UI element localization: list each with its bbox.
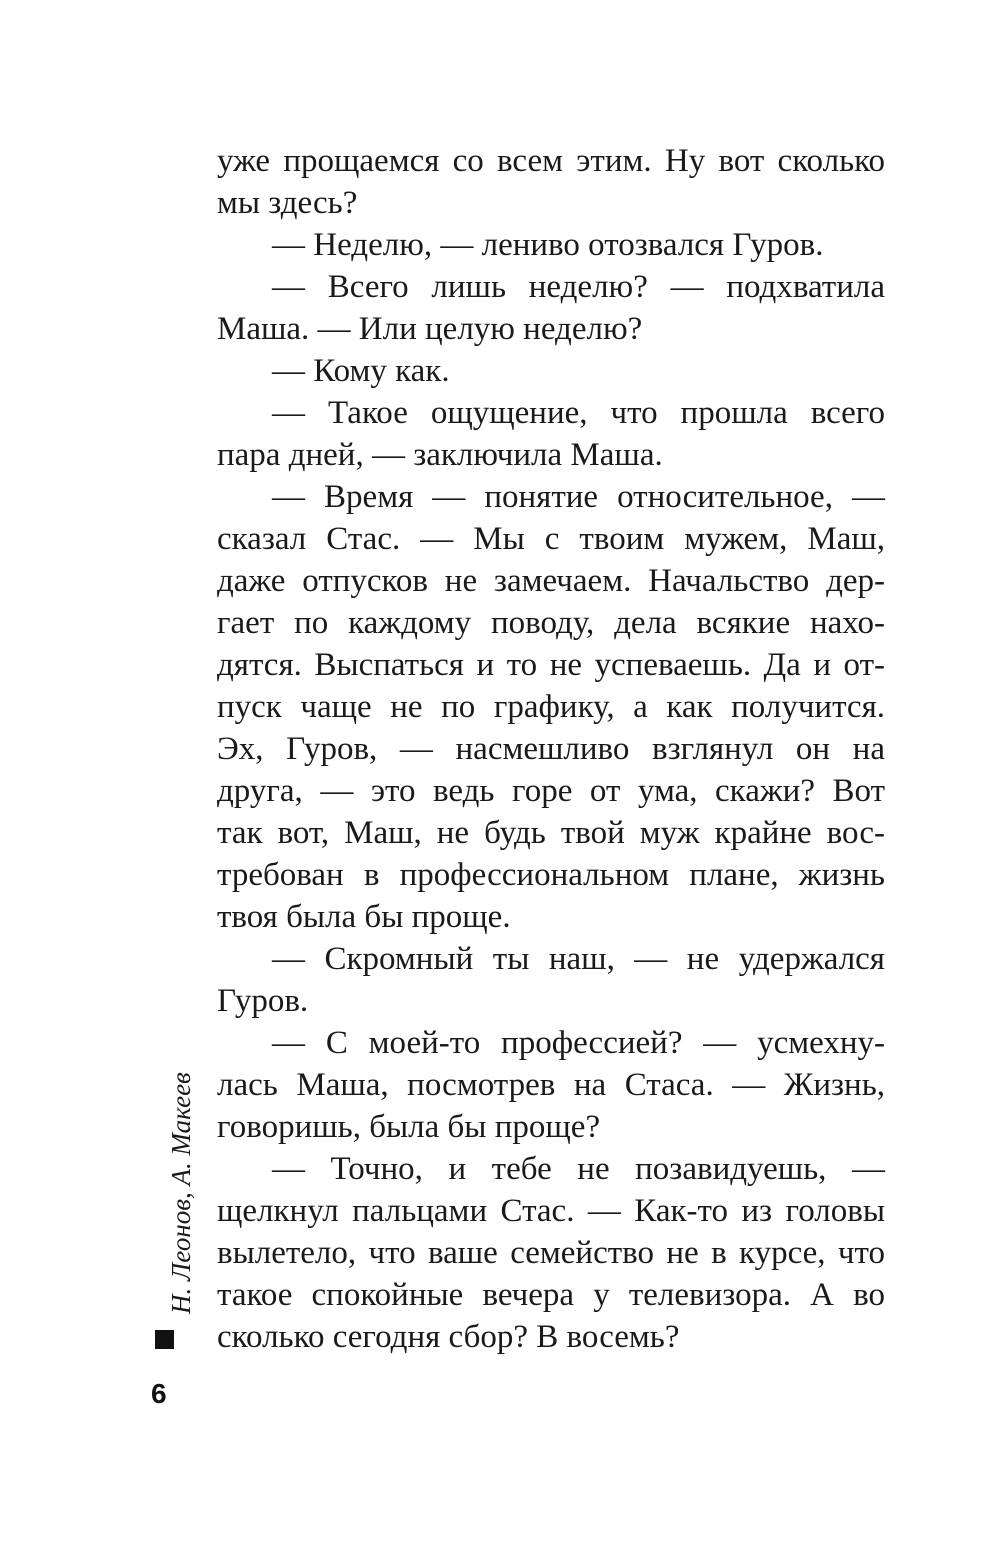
text-line: даже отпусков не замечаем. Начальство дер- [217,563,885,599]
text-line: лась Маша, посмотрев на Стаса. — Жизнь, [217,1067,885,1103]
text-line: — С моей-то профессией? — усмехну- [272,1025,885,1061]
text-line: так вот, Маш, не будь твой муж крайне вос- [217,815,885,851]
text-line: сколько сегодня сбор? В восемь? [217,1319,680,1355]
text-line: вылетело, что ваше семейство не в курсе, что [217,1235,885,1271]
text-line: пара дней, — заключила Маша. [217,437,663,473]
text-line: — Время — понятие относительное, — [272,479,885,515]
text-line: Эх, Гуров, — насмешливо взглянул он на [217,731,885,767]
text-line: — Кому как. [272,353,450,389]
text-line: — Скромный ты наш, — не удержался [272,941,885,977]
text-line: — Всего лишь неделю? — подхватила [272,269,885,305]
text-line: дятся. Выспаться и то не успеваешь. Да и от- [217,647,885,683]
text-line: уже прощаемся со всем этим. Ну вот сколько [217,143,885,179]
body-text [217,140,885,1358]
text-line: говоришь, была бы проще? [217,1109,601,1145]
text-line: сказал Стас. — Мы с твоим мужем, Маш, [217,521,885,557]
text-line: — Точно, и тебе не позавидуешь, — [272,1151,885,1187]
text-line: требован в профессиональном плане, жизнь [217,857,885,893]
text-line: гает по каждому поводу, дела всякие нахо- [217,605,885,641]
text-line: — Неделю, — лениво отозвался Гуров. [272,227,824,263]
text-line: пуск чаще не по графику, а как получится. [217,689,885,725]
text-line: друга, — это ведь горе от ума, скажи? Вот [217,773,885,809]
square-ornament-icon [155,1330,174,1349]
text-line: мы здесь? [217,185,358,221]
page-number: 6 [151,1378,167,1409]
running-head-authors: Н. Леонов, А. Макеев [166,1072,196,1314]
text-line: Маша. — Или целую неделю? [217,311,643,347]
text-line: такое спокойные вечера у телевизора. А во [217,1277,885,1313]
text-line: — Такое ощущение, что прошла всего [272,395,885,431]
text-line: твоя была бы проще. [217,899,511,935]
text-line: Гуров. [217,983,309,1019]
text-line: щелкнул пальцами Стас. — Как-то из головы [217,1193,885,1229]
